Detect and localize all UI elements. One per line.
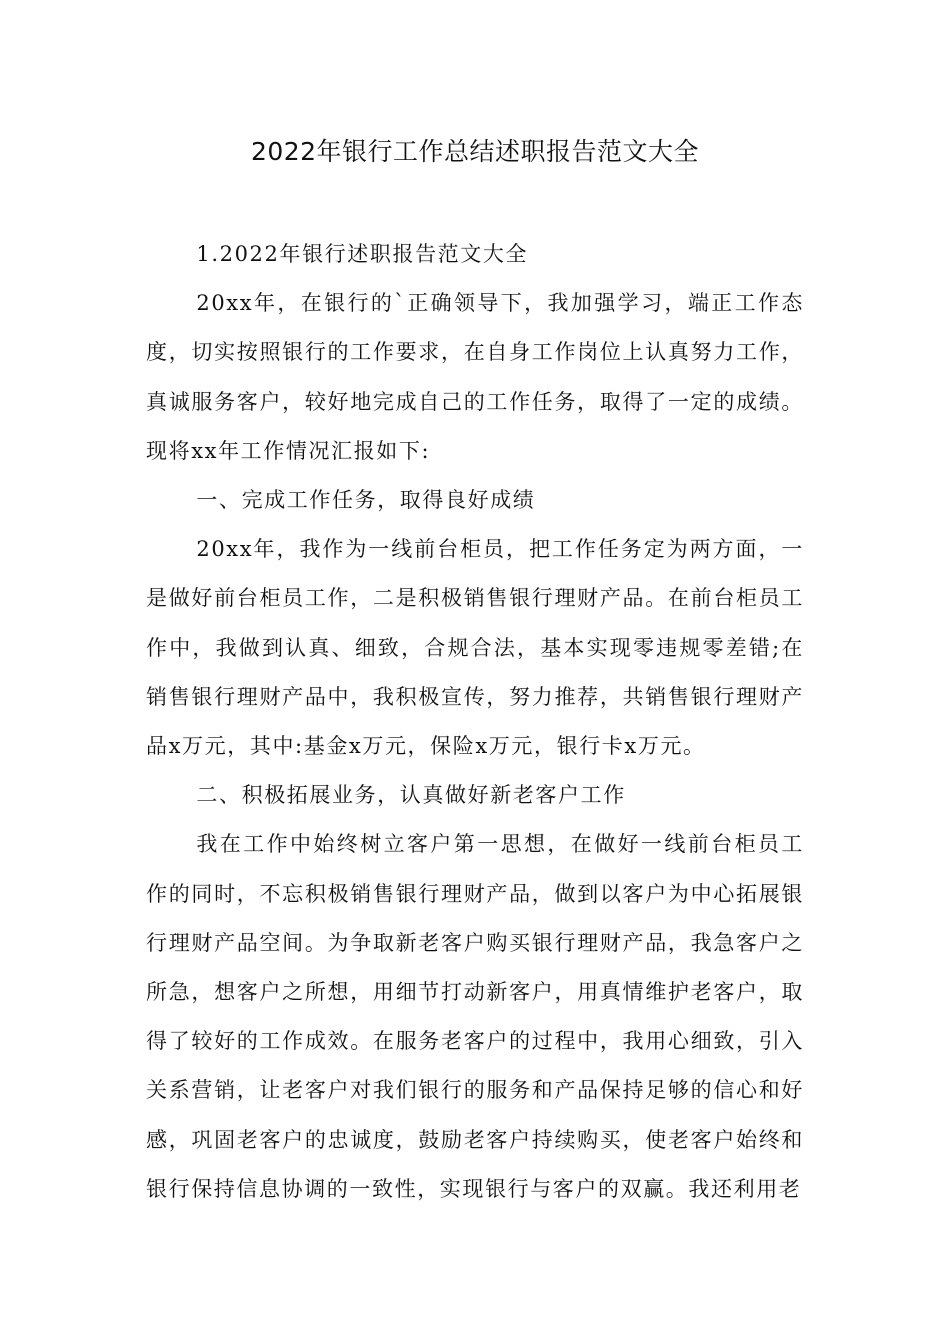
section-heading-1: 1.2022年银行述职报告范文大全 <box>196 242 529 266</box>
paragraph-business: 我在工作中始终树立客户第一思想，在做好一线前台柜员工作的同时，不忘积极销售银行理财产品，做到以客户为中心拓展银行理财产品空间。为争取新老客户购买银行理财产品，我急客户之所急，想客户之所想，用细节打动新客户，用真情维护老客户，取得了较好的工作成效。在服务老客户的过程中，我用心细致，引入关系营销，让老客户对我们银行的服务和产品保持足够的信心和好感，巩固老客户的忠诚度，鼓励老客户持续购买，使老客户始终和银行保持信息协调的一致性，实现银行与客户的双赢。我还利用老 <box>146 832 804 1201</box>
paragraph-intro: 20xx年，在银行的`正确领导下，我加强学习，端正工作态度，切实按照银行的工作要求，在自身工作岗位上认真努力工作，真诚服务客户，较好地完成自己的工作任务，取得了一定的成绩。现将xx年工作情况汇报如下: <box>146 291 804 463</box>
document-title: 2022年银行工作总结述职报告范文大全 <box>250 137 700 166</box>
section-heading-business: 二、积极拓展业务，认真做好新老客户工作 <box>196 783 626 808</box>
section-heading-task: 一、完成工作任务，取得良好成绩 <box>196 488 536 513</box>
paragraph-task: 20xx年，我作为一线前台柜员，把工作任务定为两方面，一是做好前台柜员工作，二是积极销售银行理财产品。在前台柜员工作中，我做到认真、细致，合规合法，基本实现零违规零差错;在销售银行理财产品中，我积极宣传，努力推荐，共销售银行理财产品x万元，其中:基金x万元，保险x万元，银行卡x万元。 <box>146 537 804 759</box>
document-body <box>146 230 804 1214</box>
